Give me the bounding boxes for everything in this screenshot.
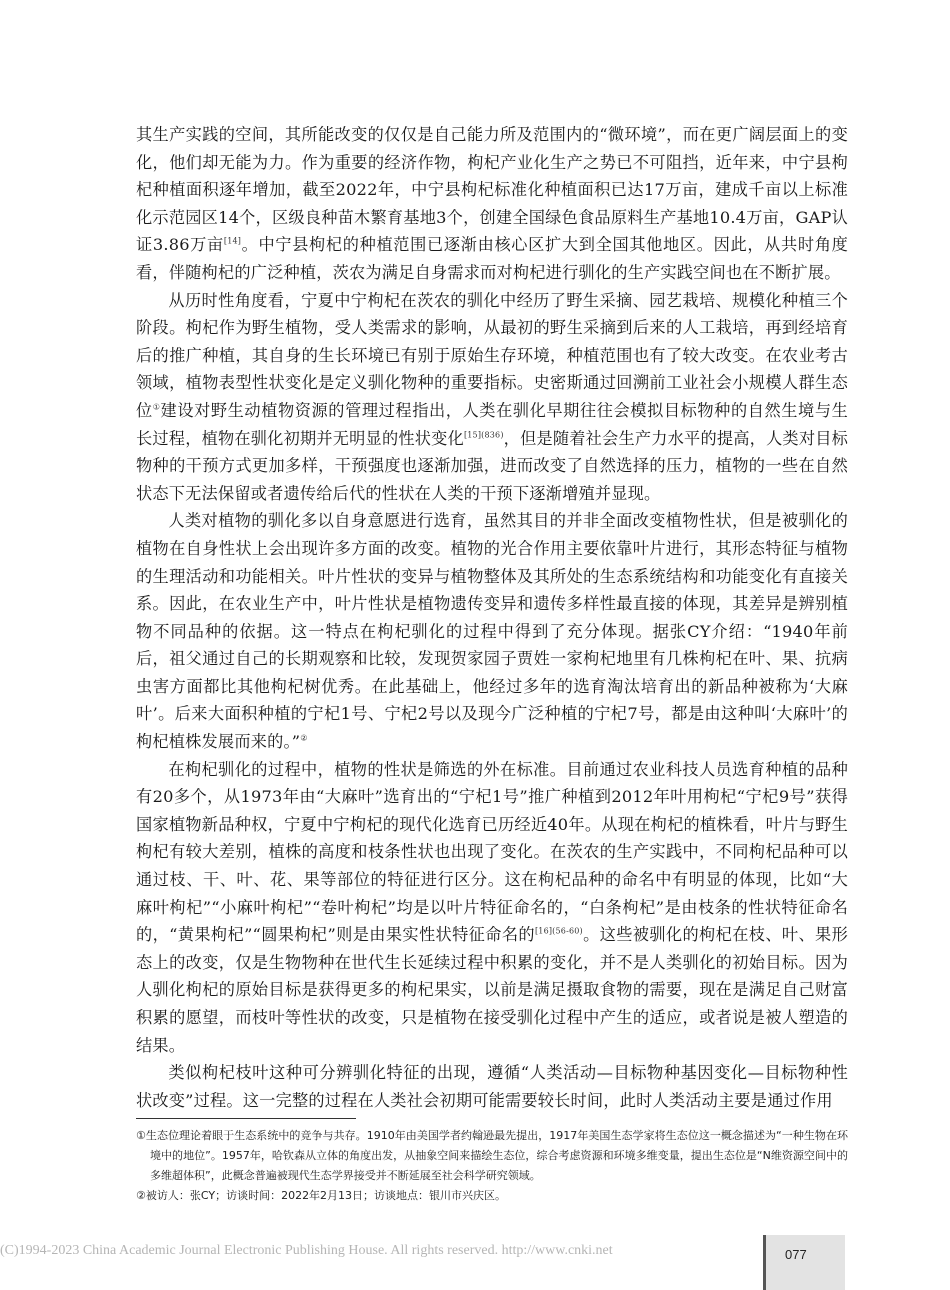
citation-mark: [16](56-60) <box>534 926 583 936</box>
footnote-1: ①生态位理论着眼于生态系统中的竞争与共存。1910年由美国学者约翰逊最先提出，1917年美国生态学家将生态位这一概念描述为“一种生物在环境中的地位”。1957年，哈钦森从立体的角度出发，从抽象空间来描绘生态位，综合考虑资源和环境多维变量，提出生态位是“N维资源空间中的多维超体积”，此概念普遍被现代生态学界接受并不断延展至社会科学研究领域。 <box>136 1129 848 1182</box>
text-run: 。这些被驯化的枸杞在枝、叶、果形态上的改变，仅是生物物种在世代生长延续过程中积累的变化，并不是人类驯化的初始目标。因为人驯化枸杞的原始目标是获得更多的枸杞果实，以前是满足摄取食物的需要，现在是满足自己财富积累的愿望，而枝叶等性状的改变，只是植物在接受驯化过程中产生的适应，或者说是被人塑造的结果。 <box>136 925 848 1055</box>
text-run: 其生产实践的空间，其所能改变的仅仅是自己能力所及范围内的“微环境”，而在更广阔层面上的变化，他们却无能为力。作为重要的经济作物，枸杞产业化生产之势已不可阻挡，近年来，中宁县枸杞种植面积逐年增加，截至2022年，中宁县枸杞标准化种植面积已达17万亩，建成千亩以上标准化示范园区14个，区级良种苗木繁育基地3个，创建全国绿色食品原料生产基地10.4万亩，GAP认证3.86万亩 <box>136 125 848 255</box>
paragraph <box>136 1059 848 1114</box>
text-run: 人类对植物的驯化多以自身意愿进行选育，虽然其目的并非全面改变植物性状，但是被驯化的植物在自身性状上会出现许多方面的改变。植物的光合作用主要依靠叶片进行，其形态特征与植物的生理活动和功能相关。叶片性状的变异与植物整体及其所处的生态系统结构和功能变化有直接关系。因此，在农业生产中，叶片性状是植物遗传变异和遗传多样性最直接的体现，其差异是辨别植物不同品种的依据。这一特点在枸杞驯化的过程中得到了充分体现。据张CY介绍：“1940年前后，祖父通过自己的长期观察和比较，发现贺家园子贾姓一家枸杞地里有几株枸杞在叶、果、抗病虫害方面都比其他枸杞树优秀。在此基础上，他经过多年的选育淘汰培育出的新品种被称为‘大麻叶’。后来大面积种植的宁杞1号、宁杞2号以及现今广泛种植的宁杞7号，都是由这种叫‘大麻叶’的枸杞植株发展而来的。” <box>136 511 848 752</box>
citation-mark: ② <box>300 733 308 743</box>
footnote-2: ②被访人：张CY；访谈时间：2022年2月13日；访谈地点：银川市兴庆区。 <box>136 1189 507 1202</box>
paragraph <box>136 287 848 508</box>
page-number-box <box>763 1235 845 1290</box>
body-text <box>136 121 848 1114</box>
footnotes <box>136 1126 848 1206</box>
paragraph <box>136 756 848 1060</box>
page-number-bar <box>763 1235 766 1290</box>
text-run: 。中宁县枸杞的种植范围已逐渐由核心区扩大到全国其他地区。因此，从共时角度看，伴随枸杞的广泛种植，茨农为满足自身需求而对枸杞进行驯化的生产实践空间也在不断扩展。 <box>136 235 848 282</box>
copyright-watermark: (C)1994-2023 China Academic Journal Electronic Publishing House. All rights reserved. http://www.cnki.net <box>0 1243 613 1258</box>
text-run: 在枸杞驯化的过程中，植物的性状是筛选的外在标准。目前通过农业科技人员选育种植的品种有20多个，从1973年由“大麻叶”选育出的“宁杞1号”推广种植到2012年叶用枸杞“宁杞9号”获得国家植物新品种权，宁夏中宁枸杞的现代化选育已历经近40年。从现在枸杞的植株看，叶片与野生枸杞有较大差别，植株的高度和枝条性状也出现了变化。在茨农的生产实践中，不同枸杞品种可以通过枝、干、叶、花、果等部位的特征进行区分。这在枸杞品种的命名中有明显的体现，比如“大麻叶枸杞”“小麻叶枸杞”“卷叶枸杞”均是以叶片特征命名的，“白条枸杞”是由枝条的性状特征命名的，“黄果枸杞”“圆果枸杞”则是由果实性状特征命名的 <box>136 759 848 945</box>
text-run: 从历时性角度看，宁夏中宁枸杞在茨农的驯化中经历了野生采摘、园艺栽培、规模化种植三个阶段。枸杞作为野生植物，受人类需求的影响，从最初的野生采摘到后来的人工栽培，再到经培育后的推广种植，其自身的生长环境已有别于原始生存环境，种植范围也有了较大改变。在农业考古领域，植物表型性状变化是定义驯化物种的重要指标。史密斯通过回溯前工业社会小规模人群生态位 <box>136 290 848 420</box>
paragraph <box>136 507 848 755</box>
paragraph <box>136 121 848 287</box>
text-run: 建设对野生动植物资源的管理过程指出，人类在驯化早期往往会模拟目标物种的自然生境与生长过程，植物在驯化初期并无明显的性状变化 <box>136 400 848 448</box>
text-run: 类似枸杞枝叶这种可分辨驯化特征的出现，遵循“人类活动—目标物种基因变化—目标物种性状改变”过程。这一完整的过程在人类社会初期可能需要较长时间，此时人类活动主要是通过作用 <box>136 1063 848 1110</box>
citation-mark: [14] <box>223 236 242 246</box>
text-run: ，但是随着社会生产力水平的提高，人类对目标物种的干预方式更加多样，干预强度也逐渐加强，进而改变了自然选择的压力，植物的一些在自然状态下无法保留或者遗传给后代的性状在人类的干预下逐渐增殖并显现。 <box>136 428 848 503</box>
citation-mark: [15](836) <box>463 430 504 440</box>
page-number: 077 <box>785 1247 807 1262</box>
footnote-divider <box>136 1118 356 1119</box>
citation-mark: ① <box>152 402 161 412</box>
